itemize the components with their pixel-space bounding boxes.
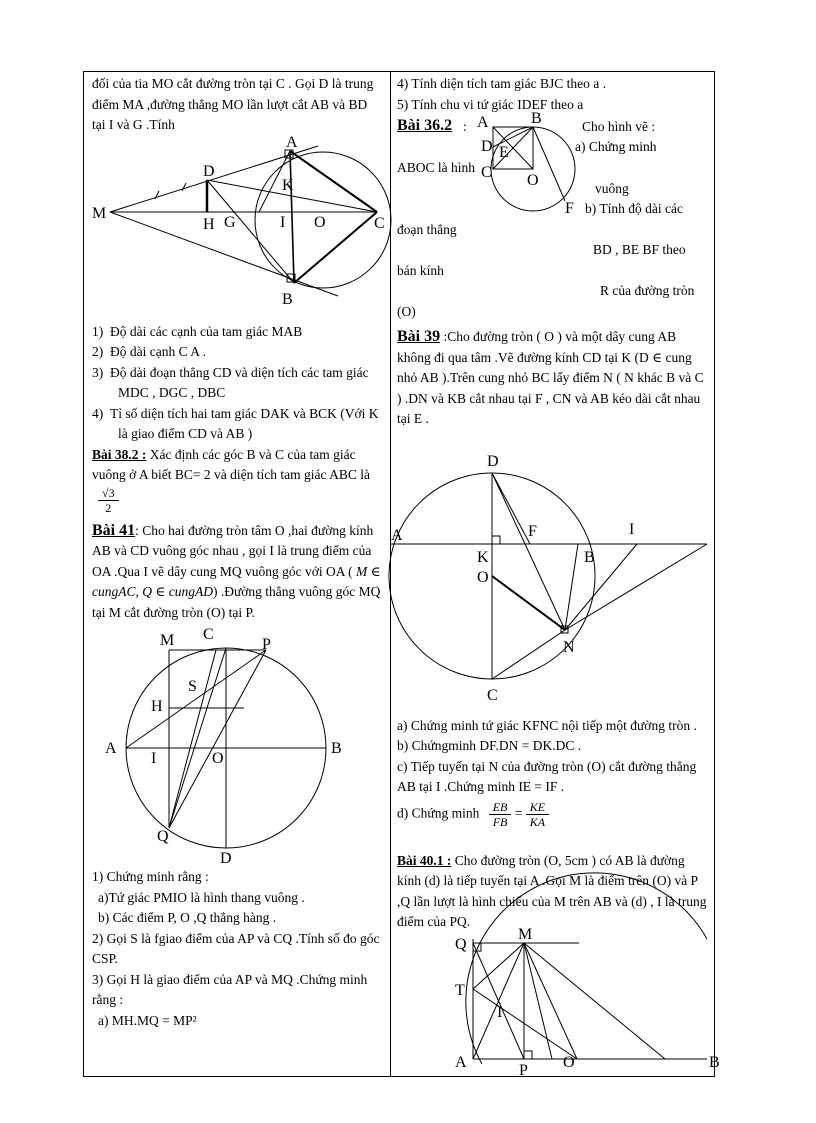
list-item: 2) Gọi S là fgiao điểm của AP và CQ .Tính số đo góc CSP. <box>92 930 380 966</box>
bai-39-d: d) Chứng minh $\frac{EB}{FB}$ = $\frac{KE}{KA}$ <box>397 800 708 829</box>
fig4-label-k: K <box>477 548 489 566</box>
fig5-label-q: Q <box>455 935 467 953</box>
fig1-label-m: M <box>92 204 107 222</box>
fig5-label-t: T <box>455 981 465 999</box>
list-item: a)Tứ giác PMIO là hình thang vuông . <box>98 889 305 905</box>
figure-5 <box>437 925 737 1079</box>
list-item: 2) Độ dài cạnh C A . <box>92 344 206 359</box>
list-item: 3) Độ dài đoạn thẳng CD và diện tích các tam giác MDC , DGC , DBC <box>92 364 369 400</box>
fig2-label-o: O <box>212 750 224 767</box>
fig2-label-a: A <box>105 740 117 757</box>
top-line-4: 4) Tính diện tích tam giác BJC theo a . <box>397 76 606 91</box>
fig5-label-i: I <box>497 1003 503 1021</box>
fig3-label-b: B <box>531 110 542 127</box>
list-item: b) Các điểm P, O ,Q thẳng hàng . <box>98 910 277 925</box>
fig3-label-c: C <box>481 164 492 181</box>
fig3-label-d: D <box>481 138 493 155</box>
bai-41: Bài 41: Cho hai đường tròn tâm O ,hai đường kính AB và CD vuông góc nhau , gọi I là trung điểm của OA .Qua I vẽ dây cung MQ vuông góc với OA ( M ∈ cungAC, Q ∈ cungAD) .Đường thẳng vuông góc MQ tại M cắt đường tròn (O) tại P. <box>92 521 381 620</box>
page-frame <box>83 71 720 1079</box>
fig2-label-s: S <box>188 678 197 695</box>
right-column <box>391 72 720 1079</box>
fig4-label-n: N <box>563 638 575 656</box>
fig1-label-k: K <box>282 176 294 194</box>
fig2-label-i: I <box>151 750 157 767</box>
fig5-label-a: A <box>455 1053 467 1071</box>
fig4-label-b: B <box>584 548 595 566</box>
intro-text: đối của tia MO cắt đường tròn tại C . Gọi D là trung điểm MA ,đường thẳng MO lần lượt cắt AB và BD tại I và G .Tính <box>92 76 374 132</box>
fig2-label-m: M <box>160 632 175 649</box>
fig5-label-p: P <box>519 1061 528 1079</box>
fig1-label-b: B <box>282 290 293 308</box>
fig3-label-f: F <box>565 200 574 217</box>
fig2-label-p: P <box>262 636 271 653</box>
fig1-label-i: I <box>280 213 286 231</box>
bai-39-b: b) Chứngminh DF.DN = DK.DC . <box>397 738 582 753</box>
top-line-5: 5) Tính chu vi tứ giác IDEF theo a <box>397 96 584 112</box>
list-item: 3) Gọi H là giao điểm của AP và MQ .Chứng minh rằng : <box>92 971 368 1007</box>
fig1-label-g: G <box>224 213 236 231</box>
bai-39: Bài 39 :Cho đường tròn ( O ) và một dây cung AB không đi qua tâm .Vẽ đường kính CD tại K (D ∈ cung nhỏ AB ).Trên cung nhỏ BC lấy điểm N ( N khác B và C ) .DN và KB cắt nhau tại F , CN và AB kéo dài cắt nhau tại E . <box>397 328 704 426</box>
fig4-label-c: C <box>487 686 498 704</box>
fig4-label-i: I <box>629 520 635 538</box>
figure-2 <box>90 623 380 867</box>
fig1-label-a: A <box>286 133 298 151</box>
fig4-label-a: A <box>391 526 403 544</box>
fig5-label-m: M <box>518 925 533 943</box>
fig3-label-o: O <box>527 172 539 189</box>
fig2-label-c: C <box>203 626 214 643</box>
fig1-label-c: C <box>374 214 385 232</box>
fig2-label-q: Q <box>157 828 169 845</box>
fig1-label-o: O <box>314 213 326 231</box>
fig2-label-d: D <box>220 850 232 867</box>
fig1-label-h: H <box>203 215 215 233</box>
fig5-label-o: O <box>563 1053 575 1071</box>
fig3-label-a: A <box>477 114 489 131</box>
fig1-label-d: D <box>203 162 215 180</box>
list-item: 4) Tỉ số diện tích hai tam giác DAK và BCK (Với K là giao điểm CD và AB ) <box>92 405 379 441</box>
bai-40-1: Bài 40.1 : Cho đường tròn (O, 5cm ) có AB là đường kính (d) là tiếp tuyến tại A .Gọi M là điểm trên (O) và P ,Q lần lượt là hình chiếu của M trên AB và (d) , I là trung điểm của PQ. <box>397 852 707 929</box>
fig4-label-d: D <box>487 452 499 470</box>
fig2-label-h: H <box>151 698 163 715</box>
list-item: 1) Độ dài các cạnh của tam giác MAB <box>92 323 303 339</box>
fig4-label-o: O <box>477 568 489 586</box>
figure-4 <box>389 450 709 710</box>
bai-38-2: Bài 38.2 : Xác định các góc B và C của tam giác vuông ở A biết BC= 2 và diện tích tam giác ABC là $\frac{√3}{2}$ <box>92 446 370 515</box>
fraction: $\frac{√3}{2}$ <box>98 486 119 515</box>
fig3-label-e: E <box>499 144 509 161</box>
list-1 <box>92 322 382 445</box>
figure-3 <box>477 109 587 219</box>
fig5-label-b: B <box>709 1053 720 1071</box>
list-item: a) MH.MQ = MP² <box>98 1012 197 1028</box>
bai-39-a: a) Chứng minh tứ giác KFNC nội tiếp một đường tròn . <box>397 717 697 733</box>
figure-1 <box>82 133 385 322</box>
fig4-label-f: F <box>528 522 537 540</box>
bai-36-2: Bài 36.2 : Cho hình vẽ : a) Chứng minh ABOC là hình vuông b) Tính độ dài các đoạn thẳng BD , BE BF theo bán kính R của đường tròn (O) A B D E C O F <box>397 110 695 319</box>
list-2-intro: 1) Chứng minh rằng : <box>92 869 209 884</box>
bai-39-c: c) Tiếp tuyến tại N của đường tròn (O) cắt đường thẳng AB tại I .Chứng minh IE = IF . <box>397 758 697 794</box>
left-column <box>84 72 391 1076</box>
fig2-label-b: B <box>331 740 342 757</box>
